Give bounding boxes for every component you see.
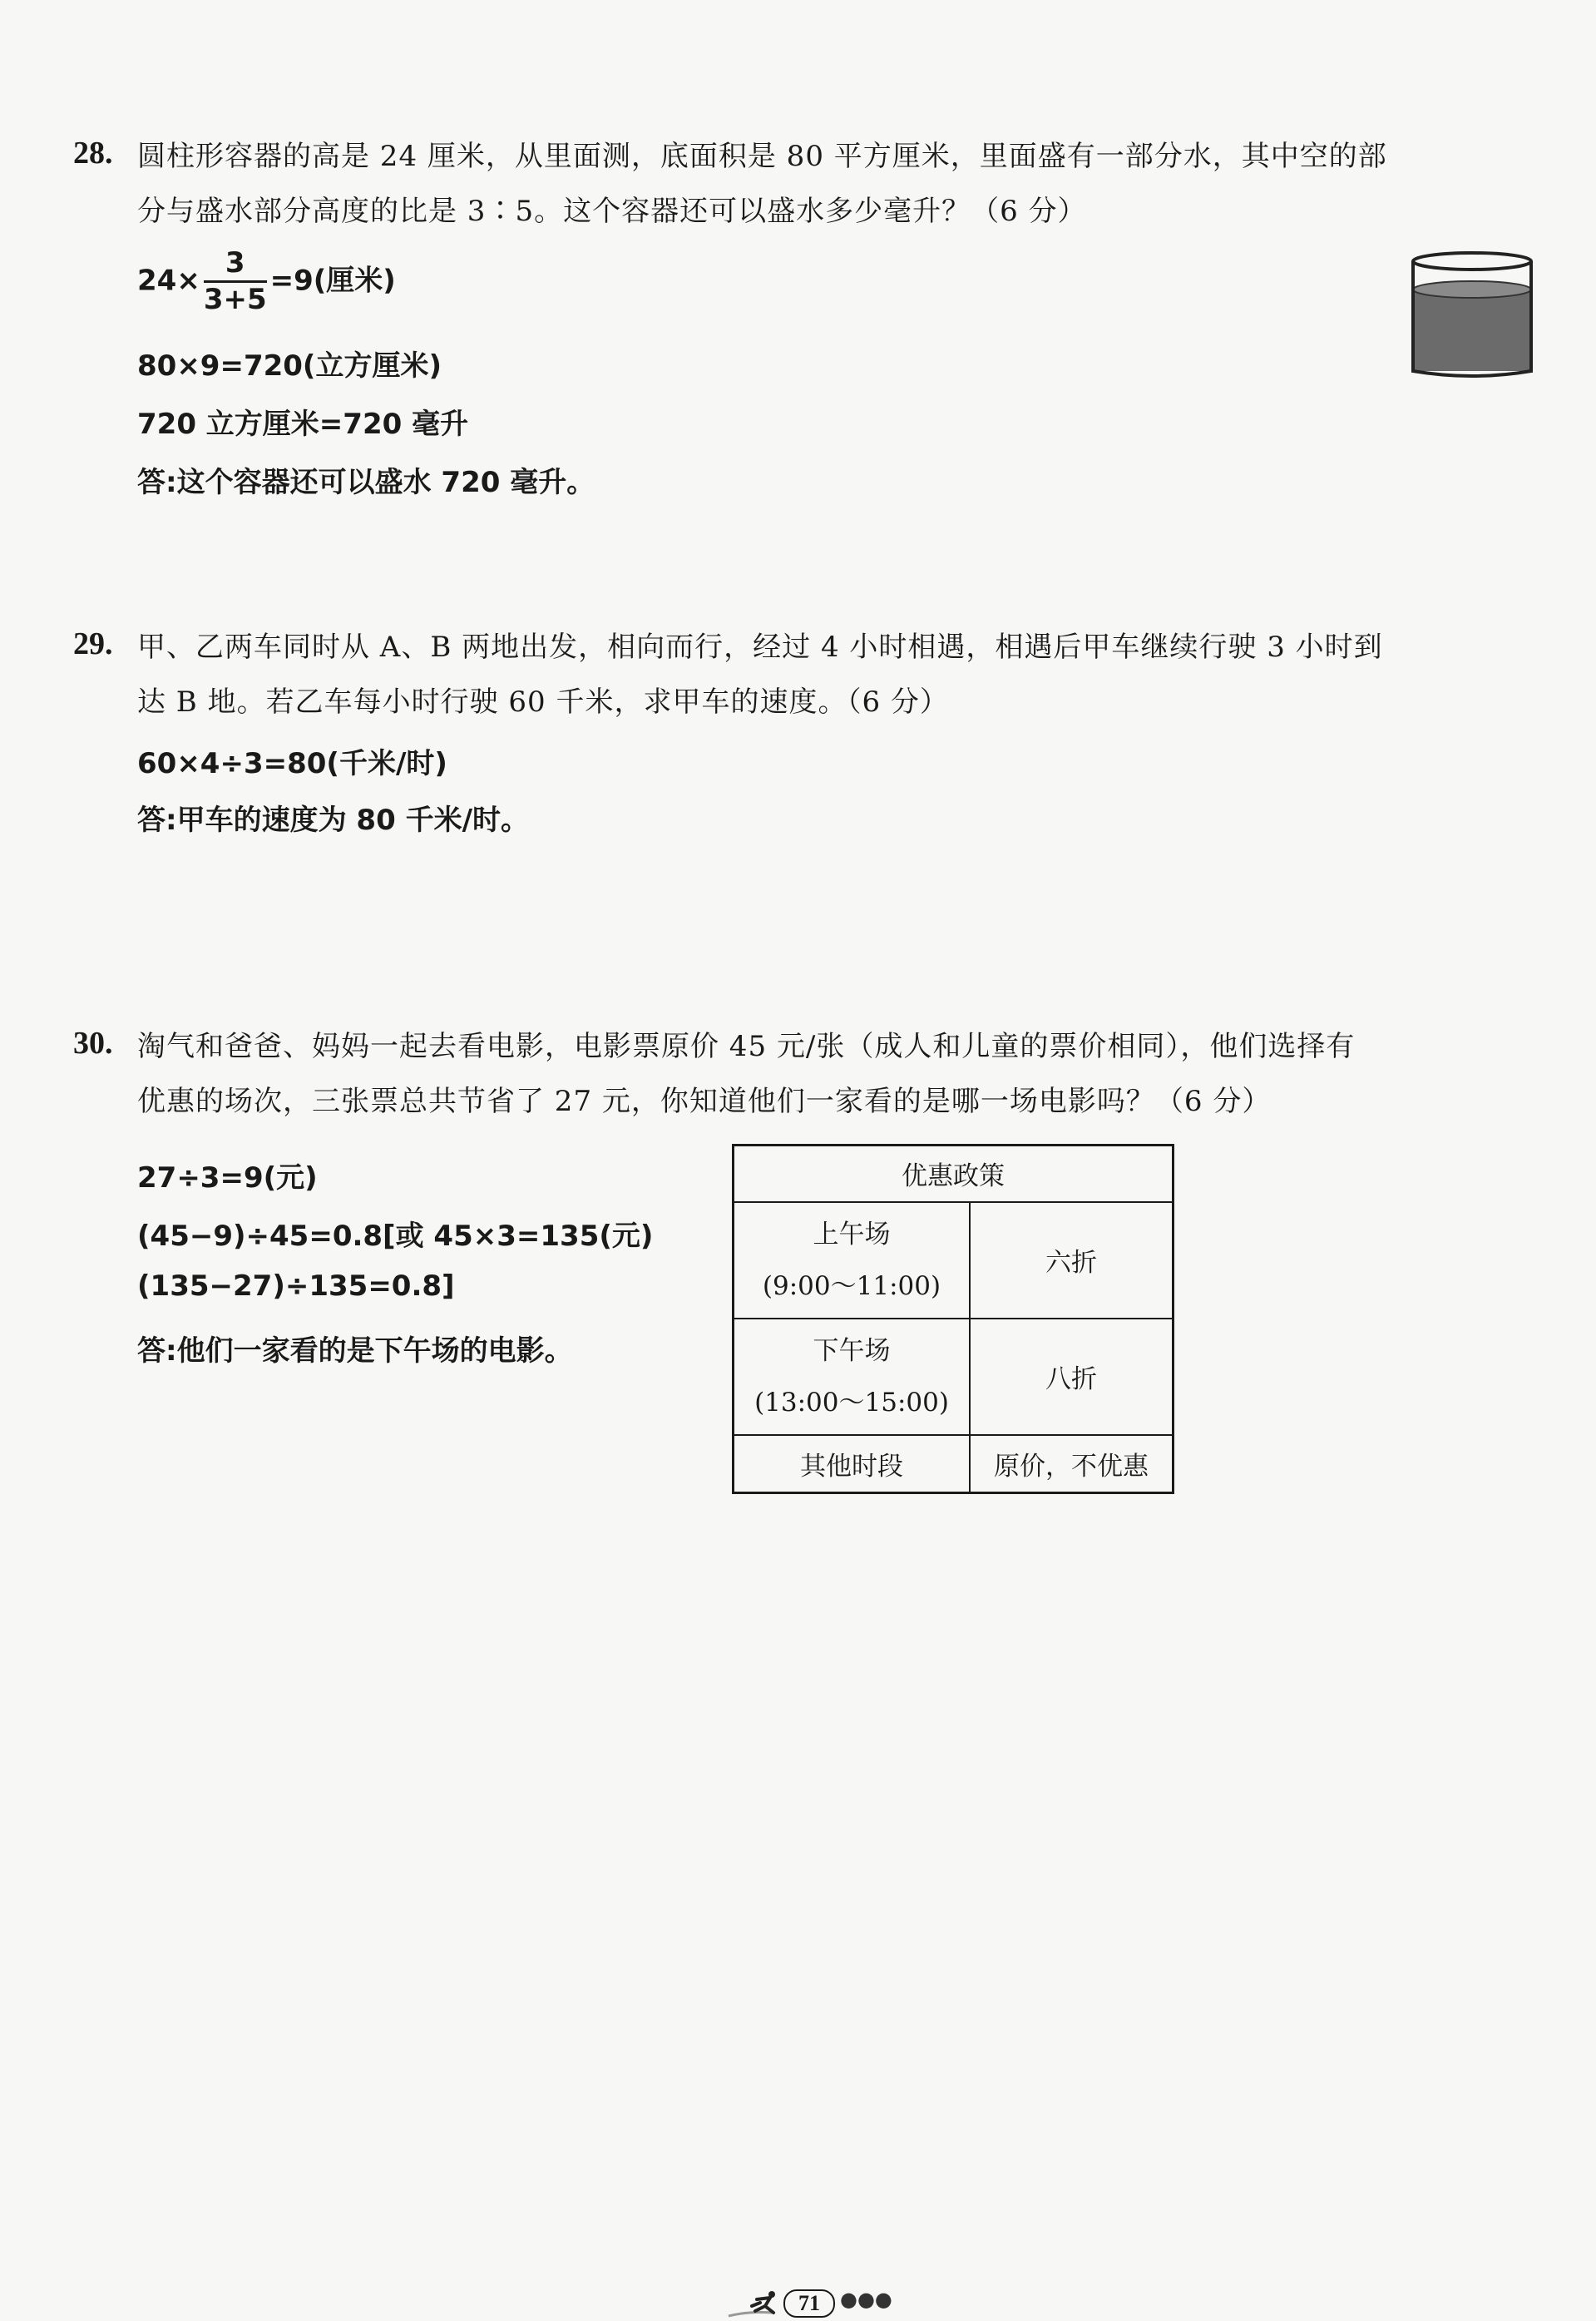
water-surface	[1413, 281, 1531, 298]
answer-line: 答:这个容器还可以盛水 720 毫升。	[137, 466, 595, 499]
discount-cell: 八折	[970, 1319, 1174, 1435]
session-cell: 其他时段	[734, 1435, 971, 1493]
question-number: 29.	[73, 626, 113, 661]
calc-line-3: 720 立方厘米=720 毫升	[137, 408, 469, 441]
fraction-denominator: 3+5	[203, 283, 267, 317]
session-time: (13:00～15:00)	[754, 1387, 949, 1418]
table-header: 优惠政策	[734, 1146, 1174, 1202]
calc-line-1	[137, 248, 396, 316]
page-number: 71	[783, 2289, 835, 2318]
calc-line-1: 27÷3=9(元)	[137, 1161, 318, 1195]
session-cell	[734, 1202, 971, 1319]
stem-line-2: 达 B 地。若乙车每小时行驶 60 千米，求甲车的速度。（6 分）	[137, 685, 949, 719]
calc-prefix: 24×	[137, 264, 200, 298]
table-row	[734, 1435, 1174, 1493]
calc-line-3: (135−27)÷135=0.8]	[137, 1269, 455, 1303]
session-cell	[734, 1319, 971, 1435]
discount-cell: 原价，不优惠	[970, 1435, 1174, 1493]
answer-line: 答:他们一家看的是下午场的电影。	[137, 1334, 573, 1368]
fraction	[204, 248, 267, 316]
calc-line-2: 80×9=720(立方厘米)	[137, 349, 442, 383]
question-stem	[137, 1019, 1501, 1129]
table-header-row	[734, 1146, 1174, 1202]
calc-line-2: (45−9)÷45=0.8[或 45×3=135(元)	[137, 1220, 654, 1253]
question-stem	[137, 129, 1501, 239]
stem-line-1: 甲、乙两车同时从 A、B 两地出发，相向而行，经过 4 小时相遇，相遇后甲车继续行驶 3 小时到	[137, 631, 1383, 664]
session-name: 下午场	[813, 1335, 891, 1366]
stem-line-2: 优惠的场次，三张票总共节省了 27 元，你知道他们一家看的是哪一场电影吗？（6 分）	[137, 1085, 1272, 1118]
stem-line-1: 淘气和爸爸、妈妈一起去看电影，电影票原价 45 元/张（成人和儿童的票价相同），他们选择有	[137, 1030, 1356, 1063]
answer-line: 答:甲车的速度为 80 千米/时。	[137, 804, 530, 837]
runner-icon	[724, 2288, 790, 2321]
stem-line-2: 分与盛水部分高度的比是 3∶5。这个容器还可以盛水多少毫升？（6 分）	[137, 195, 1087, 228]
calc-suffix: =9(厘米)	[269, 264, 396, 298]
session-name: 上午场	[813, 1219, 891, 1250]
stem-line-1: 圆柱形容器的高是 24 厘米，从里面测，底面积是 80 平方厘米，里面盛有一部分水，其中空的部	[137, 140, 1387, 173]
session-time: (9:00～11:00)	[762, 1270, 941, 1301]
discount-cell: 六折	[970, 1202, 1174, 1319]
cylinder-container-illustration	[1410, 250, 1534, 379]
discount-policy-table	[732, 1144, 1174, 1494]
water-fill	[1413, 290, 1531, 371]
question-stem	[137, 620, 1501, 730]
calc-line-1: 60×4÷3=80(千米/时)	[137, 747, 447, 780]
table-row	[734, 1202, 1174, 1319]
question-number: 28.	[73, 136, 113, 171]
decorative-dots: ●●●	[840, 2288, 892, 2311]
cylinder-rim	[1413, 253, 1531, 270]
question-number: 30.	[73, 1026, 113, 1061]
table-row	[734, 1319, 1174, 1435]
fraction-numerator: 3	[204, 248, 267, 283]
page-footer	[724, 2288, 923, 2321]
